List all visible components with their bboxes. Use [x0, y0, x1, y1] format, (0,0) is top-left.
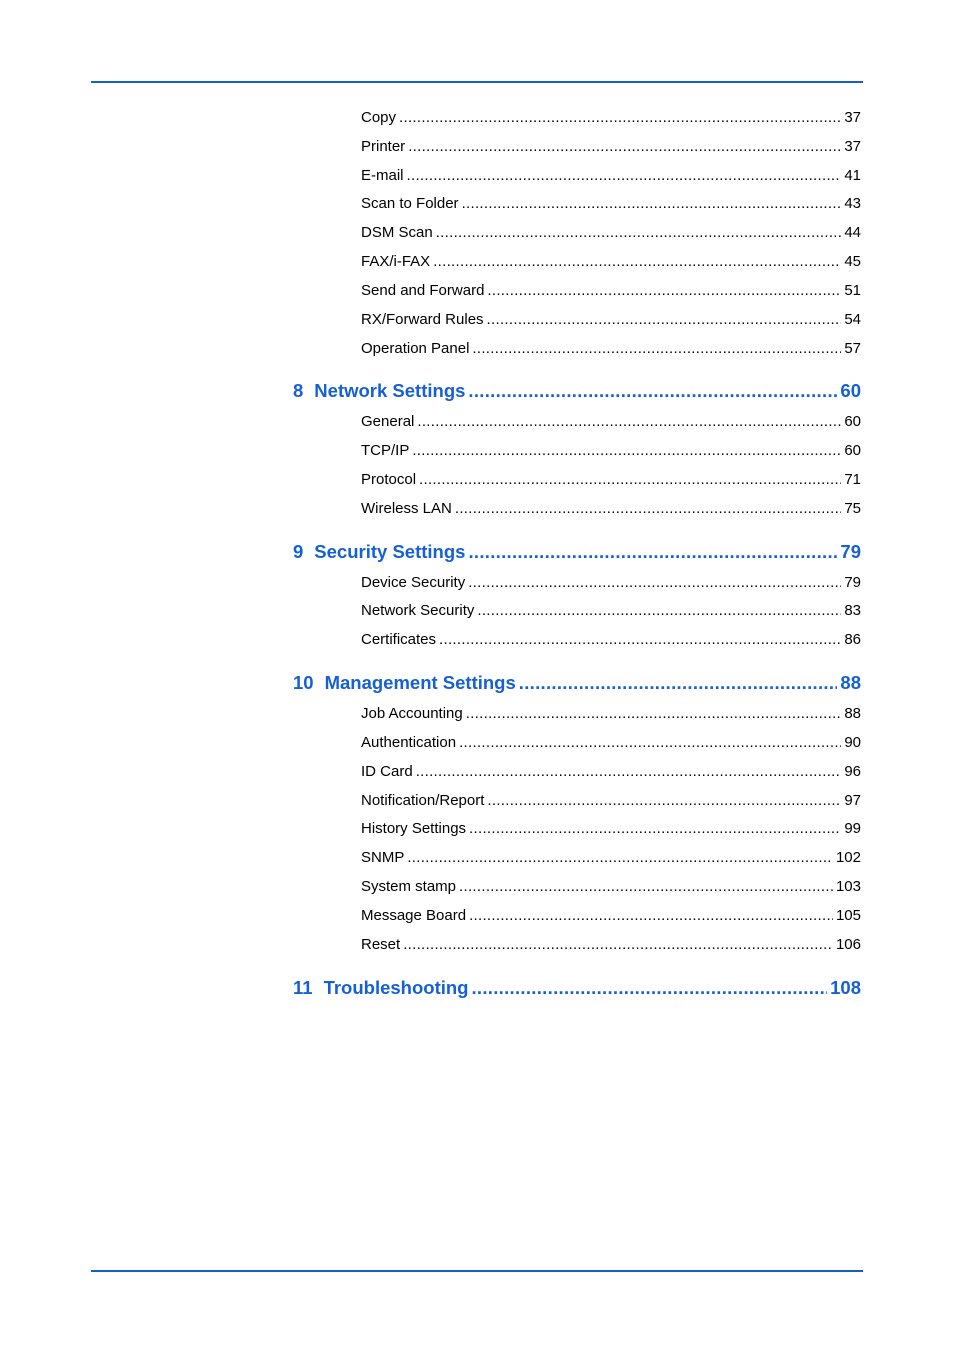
dot-leader [468, 573, 841, 593]
dot-leader [417, 412, 841, 432]
page-number: 54 [844, 311, 861, 328]
dot-leader [468, 379, 837, 403]
dot-leader [487, 310, 842, 330]
entry-title: Certificates [361, 631, 437, 648]
entry-title: History Settings [361, 820, 467, 837]
chapter-number: 9 [293, 541, 304, 562]
toc-entry-row[interactable] [361, 499, 861, 519]
entry-title: Scan to Folder [361, 195, 459, 212]
entry-title: Reset [361, 936, 401, 953]
toc-entry-row[interactable] [361, 137, 861, 157]
chapter-number: 8 [293, 380, 304, 401]
toc-entry-row[interactable] [361, 630, 861, 650]
dot-leader [407, 848, 833, 868]
entry-title: Job Accounting [361, 705, 463, 722]
entry-title: DSM Scan [361, 224, 433, 241]
toc-entry-row[interactable] [361, 733, 861, 753]
toc-chapter-row[interactable] [293, 976, 861, 1000]
dot-leader [436, 223, 842, 243]
toc-entry-row[interactable] [361, 762, 861, 782]
chapter-title: Troubleshooting [323, 977, 469, 998]
chapter-title: Network Settings [314, 380, 466, 401]
page-number: 88 [844, 705, 861, 722]
toc-chapter-row[interactable] [293, 540, 861, 564]
page-number: 105 [835, 907, 861, 924]
toc-entry-row[interactable] [361, 108, 861, 128]
page-number: 102 [835, 849, 861, 866]
page-number: 41 [844, 167, 861, 184]
dot-leader [403, 935, 833, 955]
toc-entry-row[interactable] [361, 704, 861, 724]
toc-entry-row[interactable] [361, 194, 861, 214]
page-number: 88 [840, 672, 861, 693]
page-number: 44 [844, 224, 861, 241]
page-number: 99 [844, 820, 861, 837]
entry-title: Authentication [361, 734, 457, 751]
dot-leader [469, 906, 833, 926]
entry-title: SNMP [361, 849, 405, 866]
entry-title: Wireless LAN [361, 500, 452, 517]
entry-title: RX/Forward Rules [361, 311, 484, 328]
entry-title: Device Security [361, 574, 466, 591]
toc-chapter-row[interactable] [293, 379, 861, 403]
toc-entry-row[interactable] [361, 310, 861, 330]
toc-entry-row[interactable] [361, 848, 861, 868]
dot-leader [462, 194, 842, 214]
page-number: 71 [844, 471, 861, 488]
toc-entry-row[interactable] [361, 166, 861, 186]
page-number: 37 [844, 109, 861, 126]
toc-chapter-row[interactable] [293, 671, 861, 695]
toc-entry-row[interactable] [361, 573, 861, 593]
entry-title: Operation Panel [361, 340, 470, 357]
page-number: 79 [844, 574, 861, 591]
dot-leader [419, 470, 841, 490]
page-number: 60 [844, 442, 861, 459]
dot-leader [412, 441, 841, 461]
dot-leader [408, 137, 841, 157]
toc-entry-row[interactable] [361, 281, 861, 301]
toc-entry-row[interactable] [361, 223, 861, 243]
entry-title: Network Security [361, 602, 475, 619]
toc-entry-row[interactable] [361, 339, 861, 359]
entry-title: Message Board [361, 907, 467, 924]
toc-entry-row[interactable] [361, 791, 861, 811]
toc-entry-row[interactable] [361, 252, 861, 272]
dot-leader [519, 671, 838, 695]
dot-leader [407, 166, 842, 186]
dot-leader [439, 630, 841, 650]
dot-leader [477, 601, 841, 621]
entry-title: Copy [361, 109, 397, 126]
page-number: 106 [835, 936, 861, 953]
page-number: 79 [840, 541, 861, 562]
chapter-title: Security Settings [314, 541, 466, 562]
toc-entry-row[interactable] [361, 601, 861, 621]
page-number: 103 [835, 878, 861, 895]
page-number: 96 [844, 763, 861, 780]
dot-leader [471, 976, 827, 1000]
toc-entry-row[interactable] [361, 470, 861, 490]
chapter-title: Management Settings [324, 672, 516, 693]
chapter-number: 11 [293, 977, 313, 998]
page-number: 86 [844, 631, 861, 648]
toc-entry-row[interactable] [361, 819, 861, 839]
dot-leader [472, 339, 841, 359]
page-number: 60 [844, 413, 861, 430]
toc-entry-row[interactable] [361, 412, 861, 432]
chapter-number: 10 [293, 672, 314, 693]
page-number: 51 [844, 282, 861, 299]
entry-title: General [361, 413, 415, 430]
dot-leader [433, 252, 841, 272]
page-number: 75 [844, 500, 861, 517]
dot-leader [455, 499, 841, 519]
dot-leader [487, 791, 841, 811]
dot-leader [416, 762, 842, 782]
dot-leader [466, 704, 842, 724]
footer-rule [91, 1270, 863, 1272]
page-number: 97 [844, 792, 861, 809]
toc-entry-row[interactable] [361, 877, 861, 897]
page-number: 43 [844, 195, 861, 212]
entry-title: Printer [361, 138, 406, 155]
page-number: 45 [844, 253, 861, 270]
toc-entry-row[interactable] [361, 935, 861, 955]
page-number: 57 [844, 340, 861, 357]
page-number: 83 [844, 602, 861, 619]
page-number: 37 [844, 138, 861, 155]
dot-leader [469, 819, 841, 839]
dot-leader [399, 108, 841, 128]
dot-leader [487, 281, 841, 301]
entry-title: Notification/Report [361, 792, 485, 809]
page-number: 60 [840, 380, 861, 401]
entry-title: Send and Forward [361, 282, 485, 299]
entry-title: Protocol [361, 471, 417, 488]
dot-leader [459, 733, 841, 753]
entry-title: FAX/i-FAX [361, 253, 431, 270]
entry-title: ID Card [361, 763, 413, 780]
page-number: 108 [830, 977, 861, 998]
dot-leader [459, 877, 833, 897]
toc-entry-row[interactable] [361, 441, 861, 461]
entry-title: System stamp [361, 878, 457, 895]
entry-title: TCP/IP [361, 442, 410, 459]
toc-entry-row[interactable] [361, 906, 861, 926]
entry-title: E-mail [361, 167, 404, 184]
dot-leader [468, 540, 837, 564]
page-number: 90 [844, 734, 861, 751]
